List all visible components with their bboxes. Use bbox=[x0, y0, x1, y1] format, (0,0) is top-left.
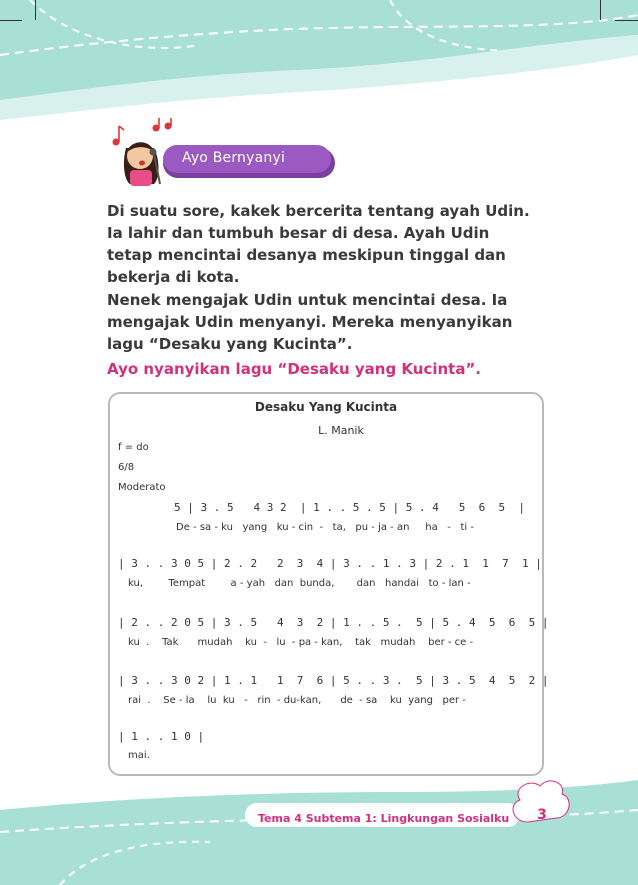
banner-label: Ayo Bernyanyi bbox=[182, 150, 286, 166]
song-meter: 6/8 bbox=[118, 462, 135, 473]
lyrics-line: rai . Se - la lu ku - rin - du-kan, de - sa ku yang per - bbox=[128, 695, 466, 706]
instruction-text: Ayo nyanyikan lagu “Desaku yang Kucinta”. bbox=[107, 360, 482, 378]
music-note-icon bbox=[113, 118, 171, 145]
notation-line: 5 | 3 . 5 4 3 2 | 1 . . 5 . 5 | 5 . 4 5 6 5 | bbox=[174, 501, 525, 514]
intro-paragraph-2: Nenek mengajak Udin untuk mencintai desa. Ia mengajak Udin menyanyi. Mereka menyanyikan lagu “Desaku yang Kucinta”. bbox=[107, 291, 513, 353]
footer-decoration bbox=[0, 770, 638, 885]
song-key: f = do bbox=[118, 442, 149, 453]
lyrics-line: ku . Tak mudah ku - lu - pa - kan, tak mudah ber - ce - bbox=[128, 637, 474, 648]
lyrics-line: ku, Tempat a - yah dan bunda, dan handai to - lan - bbox=[128, 578, 471, 589]
notation-line: | 3 . . 3 0 2 | 1 . 1 1 7 6 | 5 . . 3 . 5 | 3 . 5 4 5 2 | bbox=[118, 674, 549, 687]
footer-chapter-text: Tema 4 Subtema 1: Lingkungan Sosialku bbox=[258, 812, 510, 825]
song-title: Desaku Yang Kucinta bbox=[254, 400, 398, 414]
intro-paragraph-1: Di suatu sore, kakek bercerita tentang ayah Udin. Ia lahir dan tumbuh besar di desa. Ayah Udin tetap mencintai desanya meskipun tinggal dan bekerja di kota. bbox=[107, 202, 530, 286]
song-tempo: Moderato bbox=[118, 482, 166, 493]
song-score-box bbox=[108, 392, 549, 776]
crop-mark bbox=[615, 20, 638, 21]
page-number: 3 bbox=[537, 807, 547, 823]
crop-mark bbox=[600, 0, 601, 20]
song-composer: L. Manik bbox=[318, 424, 364, 437]
crop-mark bbox=[35, 0, 36, 20]
notation-line: | 1 . . 1 0 | bbox=[118, 730, 205, 743]
lyrics-line: De - sa - ku yang ku - cin - ta, pu - ja - an ha - ti - bbox=[176, 522, 474, 533]
notation-line: | 3 . . 3 0 5 | 2 . 2 2 3 4 | 3 . . 1 . 3 | 2 . 1 1 7 1 | bbox=[118, 557, 542, 570]
crop-mark bbox=[0, 20, 22, 21]
lyrics-line: mai. bbox=[128, 750, 150, 761]
singing-girl-illustration bbox=[124, 142, 160, 186]
notation-line: | 2 . . 2 0 5 | 3 . 5 4 3 2 | 1 . . 5 . 5 | 5 . 4 5 6 5 | bbox=[118, 616, 549, 629]
